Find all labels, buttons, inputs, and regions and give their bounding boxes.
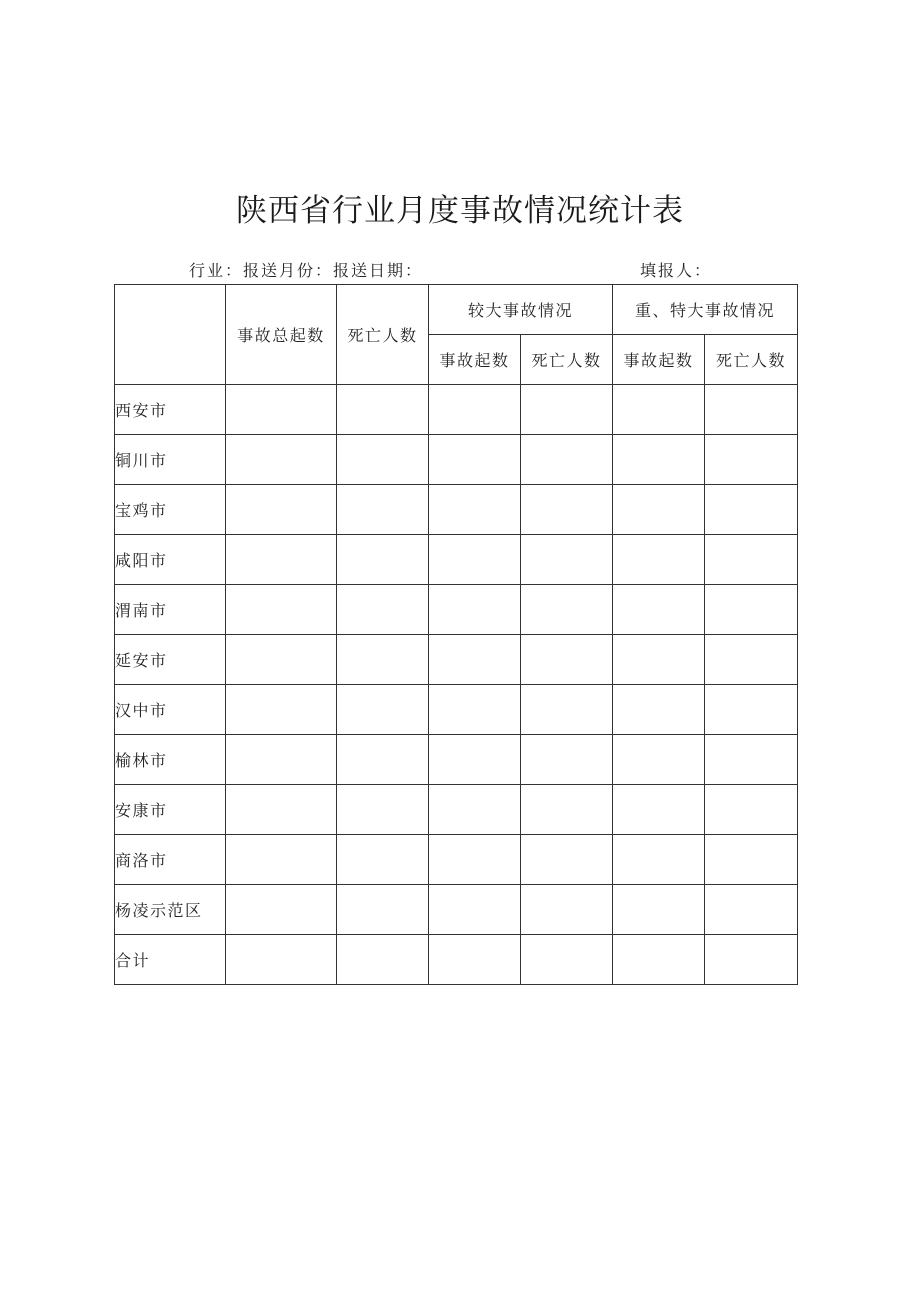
data-cell <box>337 535 429 585</box>
region-label: 合计 <box>115 935 226 985</box>
data-cell <box>521 535 613 585</box>
data-cell <box>521 785 613 835</box>
data-cell <box>613 385 705 435</box>
data-cell <box>337 435 429 485</box>
region-label: 安康市 <box>115 785 226 835</box>
region-label: 宝鸡市 <box>115 485 226 535</box>
data-cell <box>613 885 705 935</box>
data-cell <box>521 835 613 885</box>
data-cell <box>337 935 429 985</box>
data-cell <box>613 485 705 535</box>
data-cell <box>429 635 521 685</box>
table-row <box>115 735 798 785</box>
data-cell <box>226 485 337 535</box>
data-cell <box>705 585 798 635</box>
data-cell <box>705 685 798 735</box>
data-cell <box>337 485 429 535</box>
table-row <box>115 885 798 935</box>
data-cell <box>613 685 705 735</box>
data-cell <box>226 585 337 635</box>
table-row <box>115 785 798 835</box>
region-label: 商洛市 <box>115 835 226 885</box>
table-row <box>115 585 798 635</box>
region-label: 延安市 <box>115 635 226 685</box>
data-cell <box>226 835 337 885</box>
data-cell <box>337 785 429 835</box>
data-cell <box>705 435 798 485</box>
header-row-1 <box>115 285 798 335</box>
header-total-accidents: 事故总起数 <box>226 285 337 385</box>
header-major-deaths: 死亡人数 <box>521 335 613 385</box>
region-label: 渭南市 <box>115 585 226 635</box>
data-cell <box>705 935 798 985</box>
data-cell <box>705 485 798 535</box>
page-title: 陕西省行业月度事故情况统计表 <box>236 193 684 229</box>
data-cell <box>521 385 613 435</box>
data-cell <box>705 635 798 685</box>
data-cell <box>521 635 613 685</box>
data-cell <box>613 785 705 835</box>
data-cell <box>226 785 337 835</box>
data-cell <box>521 685 613 735</box>
header-major-group: 较大事故情况 <box>429 285 613 335</box>
data-cell <box>337 635 429 685</box>
data-cell <box>226 435 337 485</box>
data-cell <box>521 935 613 985</box>
data-cell <box>429 685 521 735</box>
region-label: 咸阳市 <box>115 535 226 585</box>
data-cell <box>337 385 429 435</box>
header-deaths: 死亡人数 <box>337 285 429 385</box>
data-cell <box>705 735 798 785</box>
data-cell <box>613 535 705 585</box>
data-cell <box>429 885 521 935</box>
table-row <box>115 935 798 985</box>
data-cell <box>226 635 337 685</box>
data-cell <box>613 735 705 785</box>
header-corner-cell <box>115 285 226 385</box>
data-cell <box>226 535 337 585</box>
reporter-field: 填报人： <box>640 261 713 280</box>
data-cell <box>226 385 337 435</box>
table-row <box>115 835 798 885</box>
data-cell <box>521 485 613 535</box>
data-cell <box>705 885 798 935</box>
data-cell <box>429 835 521 885</box>
region-label: 铜川市 <box>115 435 226 485</box>
data-cell <box>705 385 798 435</box>
data-cell <box>337 735 429 785</box>
table-row <box>115 685 798 735</box>
data-cell <box>337 685 429 735</box>
data-cell <box>226 685 337 735</box>
data-cell <box>613 935 705 985</box>
data-cell <box>337 585 429 635</box>
header-severe-group: 重、特大事故情况 <box>613 285 798 335</box>
data-cell <box>337 835 429 885</box>
header-severe-accidents: 事故起数 <box>613 335 705 385</box>
data-cell <box>429 535 521 585</box>
region-label: 汉中市 <box>115 685 226 735</box>
data-cell <box>613 835 705 885</box>
data-cell <box>429 385 521 435</box>
data-cell <box>429 585 521 635</box>
data-cell <box>613 635 705 685</box>
data-cell <box>705 835 798 885</box>
data-cell <box>337 885 429 935</box>
data-cell <box>429 485 521 535</box>
table-row <box>115 635 798 685</box>
data-cell <box>613 435 705 485</box>
table-row <box>115 385 798 435</box>
region-label: 西安市 <box>115 385 226 435</box>
data-cell <box>521 885 613 935</box>
data-cell <box>429 785 521 835</box>
data-cell <box>429 435 521 485</box>
table-row <box>115 485 798 535</box>
data-cell <box>521 435 613 485</box>
region-label: 杨凌示范区 <box>115 885 226 935</box>
data-cell <box>226 935 337 985</box>
table-row <box>115 535 798 585</box>
header-major-accidents: 事故起数 <box>429 335 521 385</box>
accident-stats-table <box>114 284 798 985</box>
region-label: 榆林市 <box>115 735 226 785</box>
header-severe-deaths: 死亡人数 <box>705 335 798 385</box>
data-cell <box>226 885 337 935</box>
data-cell <box>226 735 337 785</box>
data-cell <box>521 585 613 635</box>
data-cell <box>705 535 798 585</box>
data-cell <box>521 735 613 785</box>
data-cell <box>429 935 521 985</box>
data-cell <box>705 785 798 835</box>
table-row <box>115 435 798 485</box>
data-cell <box>613 585 705 635</box>
report-meta-fields: 行业：报送月份：报送日期： <box>189 261 424 280</box>
data-cell <box>429 735 521 785</box>
